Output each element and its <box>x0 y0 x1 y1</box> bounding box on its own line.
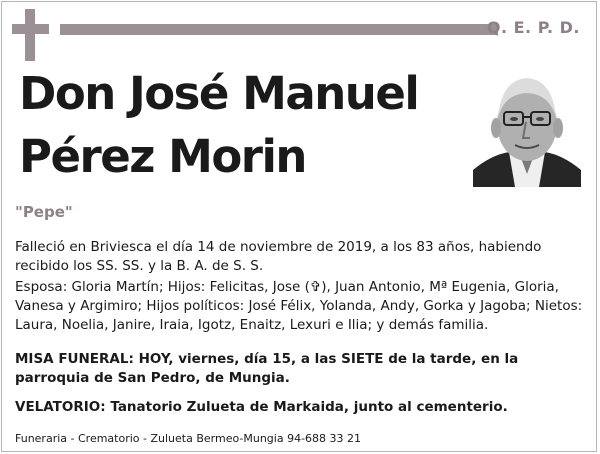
header-rule <box>60 24 498 35</box>
deceased-name-line1: Don José Manuel <box>19 67 419 120</box>
deceased-name-line2: Pérez Morin <box>19 130 306 183</box>
death-statement: Falleció en Briviesca el día 14 de noviembre de 2019, a los 83 años, habiendo recibido los SS. SS. y la B. A. de S. S. <box>15 239 542 274</box>
deceased-nickname: "Pepe" <box>15 203 73 221</box>
funeral-home-footer: Funeraria - Crematorio - Zulueta Bermeo-Mungia 94-688 33 21 <box>15 432 362 445</box>
cross-vertical-bar <box>25 9 35 61</box>
qepd-label: Q. E. P. D. <box>486 18 580 37</box>
cross-icon: ✞ <box>309 279 322 295</box>
cross-horizontal-bar <box>12 24 49 34</box>
wake-info: VELATORIO: Tanatorio Zulueta de Markaida, junto al cementerio. <box>15 399 508 415</box>
family-list-part1: Esposa: Gloria Martín; Hijos: Felicitas, Jose ( <box>15 279 310 295</box>
portrait-illustration <box>473 62 581 187</box>
family-list-part2: ), Juan Antonio, Mª Eugenia, Gloria, Vanesa y Argimiro; Hijos políticos: José Félix, Yolanda, Andy, Gorka y Jagoba; Nietos: Laura, Noelia, Janire, Iraia, Igotz, Enaitz, Lexuri e Ilia; y demás familia. <box>15 279 583 333</box>
portrait-photo <box>473 62 581 187</box>
funeral-mass-info: MISA FUNERAL: HOY, viernes, día 15, a las SIETE de la tarde, en la parroquia de San Pedro, de Mungia. <box>15 351 519 386</box>
family-list <box>15 278 590 335</box>
